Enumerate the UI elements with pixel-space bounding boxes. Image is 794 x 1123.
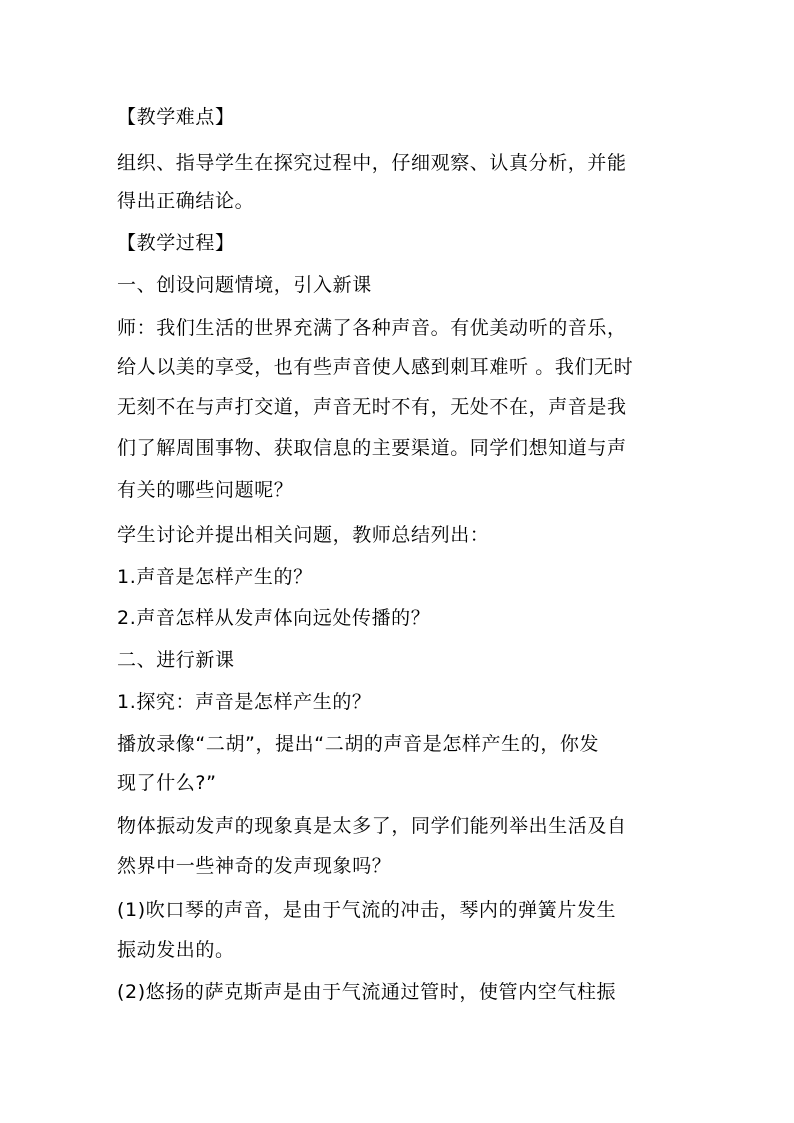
paragraph-line: 然界中一些神奇的发声现象吗？ <box>117 855 392 877</box>
paragraph-line: 有关的哪些问题呢？ <box>117 479 294 501</box>
section-heading-1: 一、创设问题情境，引入新课 <box>117 274 372 296</box>
subsection-heading: 1.探究：声音是怎样产生的？ <box>117 691 372 713</box>
section-heading-2: 二、进行新课 <box>117 649 235 671</box>
paragraph-line: 给人以美的享受，也有些声音使人感到刺耳难听 。我们无时 <box>117 356 634 378</box>
heading-teaching-difficulties: 【教学难点】 <box>117 106 235 128</box>
paragraph-line: 组织、指导学生在探究过程中，仔细观察、认真分析，并能 <box>117 152 627 174</box>
paragraph-line: 学生讨论并提出相关问题，教师总结列出： <box>117 524 490 546</box>
list-item: 2.声音怎样从发声体向远处传播的？ <box>117 607 431 629</box>
list-item: (1)吹口琴的声音，是由于气流的冲击，琴内的弹簧片发生 <box>117 899 617 921</box>
list-item: 1.声音是怎样产生的？ <box>117 566 313 588</box>
paragraph-line: 师：我们生活的世界充满了各种声音。有优美动听的音乐， <box>117 317 627 339</box>
heading-teaching-process: 【教学过程】 <box>117 232 235 254</box>
paragraph-line: 得出正确结论。 <box>117 190 255 212</box>
paragraph-line: 无刻不在与声打交道，声音无时不有，无处不在，声音是我 <box>117 396 627 418</box>
paragraph-line: 现了什么?” <box>117 772 217 794</box>
paragraph-line: 振动发出的。 <box>117 939 235 961</box>
list-item: (2)悠扬的萨克斯声是由于气流通过管时，使管内空气柱振 <box>117 981 617 1003</box>
paragraph-line: 播放录像“二胡”，提出“二胡的声音是怎样产生的，你发 <box>117 733 600 755</box>
paragraph-line: 物体振动发声的现象真是太多了，同学们能列举出生活及自 <box>117 815 627 837</box>
paragraph-line: 们了解周围事物、获取信息的主要渠道。同学们想知道与声 <box>117 437 627 459</box>
